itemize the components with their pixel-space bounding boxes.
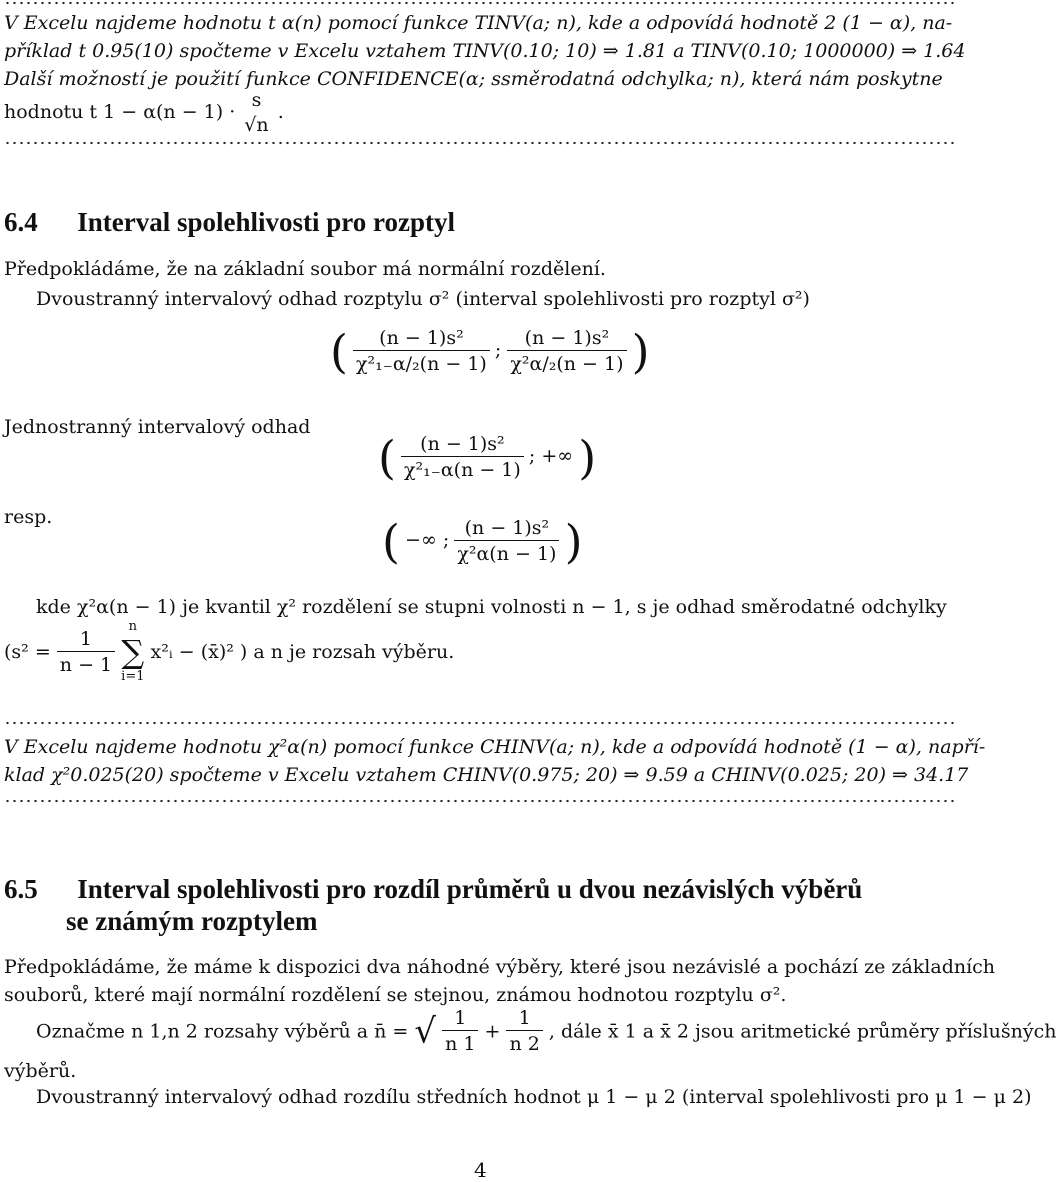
excel-note-t-line3: Další možností je použití funkce CONFIDENCE(α; ssměrodatná odchylka; n), která nám poskytne <box>4 68 943 90</box>
formula-one-sided-lower: ( −∞ ; $\frac{\text{(n − 1)s²}}{\text{χ²α(n − 1)}}$ ) <box>382 514 583 569</box>
section-6-5-p1-line1: Předpokládáme, že máme k dispozici dva náhodné výběry, které jsou nezávislé a pochází ze základních <box>4 956 996 978</box>
section-6-4-p1: Předpokládáme, že na základní soubor má normální rozdělení. <box>4 258 606 280</box>
formula-one-sided-upper: ( $\frac{\text{(n − 1)s²}}{\text{χ²₁₋α(n − 1)}}$ ; +∞ ) <box>378 430 597 485</box>
s-over-sqrt-n-fraction <box>241 88 271 138</box>
fraction-denominator: √n <box>244 114 269 136</box>
label-resp: resp. <box>4 506 53 528</box>
section-6-5-p2-line2: výběrů. <box>4 1060 77 1082</box>
sum-operator: n ∑ i=1 <box>121 619 145 684</box>
formula-one-sided-lower-head: −∞ ; <box>405 529 450 551</box>
where-fraction: $\frac{1}{n - 1}$ <box>57 627 115 678</box>
excel-note-t-line2: příklad t 0.95(10) spočteme v Excelu vztahem TINV(0.10; 10) ⇒ 1.81 a TINV(0.10; 1000000) ⇒ 1.64 <box>4 40 966 62</box>
formula-one-sided-lower-fraction: $\frac{\text{(n − 1)s²}}{\text{χ²α(n − 1)}}$ <box>454 516 559 567</box>
excel-note-chi-line2: klad χ²0.025(20) spočteme v Excelu vztahem CHINV(0.975; 20) ⇒ 9.59 a CHINV(0.025; 20) ⇒ 34.17 <box>4 764 969 786</box>
n1-fraction: $\frac{1}{n 1}$ <box>442 1006 478 1057</box>
excel-note-t-line4-suffix: . <box>277 101 284 123</box>
section-6-5-title-line1: Interval spolehlivosti pro rozdíl průměrů u dvou nezávislých výběrů <box>77 874 863 904</box>
section-6-5-title-line2: se známým rozptylem <box>66 906 318 936</box>
section-6-4-p2: Dvoustranný intervalový odhad rozptylu σ² (interval spolehlivosti pro rozptyl σ²) <box>36 288 810 310</box>
formula-one-sided-upper-tail: ; +∞ <box>528 445 574 467</box>
section-6-5-number: 6.5 <box>4 874 38 904</box>
where-line1: kde χ²α(n − 1) je kvantil χ² rozdělení se stupni volnosti n − 1, s je odhad směrodatné odchylky <box>36 596 947 618</box>
page-number: 4 <box>474 1158 487 1182</box>
n2-fraction: $\frac{1}{n 2}$ <box>506 1006 542 1057</box>
section-6-4-heading <box>4 205 455 239</box>
section-6-5-p2: Označme n 1,n 2 rozsahy výběrů a n̄ = √ $\frac{1}{n 1}$ + $\frac{1}{n 2}$ , dále x̄ 1 a x̄ 2 jsou aritmetické průměry příslušných <box>36 1007 1056 1055</box>
formula-one-sided-upper-fraction: $\frac{\text{(n − 1)s²}}{\text{χ²₁₋α(n − 1)}}$ <box>401 432 524 483</box>
fraction-numerator: s <box>251 89 262 111</box>
excel-note-chi-line1: V Excelu najdeme hodnotu χ²α(n) pomocí funkce CHINV(a; n), kde a odpovídá hodnotě (1 − α), napří- <box>4 736 986 758</box>
section-6-5-p3: Dvoustranný intervalový odhad rozdílu středních hodnot μ 1 − μ 2 (interval spolehlivosti pro μ 1 − μ 2) <box>36 1086 1032 1108</box>
formula-two-sided: ( $\frac{\text{(n − 1)s²}}{\text{χ²₁₋α/₂(n − 1)}}$ ; $\frac{\text{(n − 1)s²}}{\text{χ²α/₂(n − 1)}}$ ) <box>330 324 650 379</box>
excel-note-t-line1: V Excelu najdeme hodnotu t α(n) pomocí funkce TINV(a; n), kde a odpovídá hodnotě 2 (1 − α), na- <box>4 12 953 34</box>
dotted-rule-3 <box>4 720 954 726</box>
dotted-rule-4 <box>4 798 954 804</box>
label-one-sided: Jednostranný intervalový odhad <box>4 416 311 438</box>
formula-two-sided-left-fraction: $\frac{\text{(n − 1)s²}}{\text{χ²₁₋α/₂(n − 1)}}$ <box>353 326 490 377</box>
formula-two-sided-right-fraction: $\frac{\text{(n − 1)s²}}{\text{χ²α/₂(n − 1)}}$ <box>507 326 626 377</box>
dotted-rule-2 <box>4 140 954 146</box>
excel-note-t-line4 <box>4 88 284 138</box>
section-6-5-heading <box>4 872 862 906</box>
dotted-rule-top <box>4 0 954 6</box>
where-line2: (s² = $\frac{1}{n - 1}$ n ∑ i=1 x²ᵢ − (x̄)² ) a n je rozsah výběru. <box>4 619 455 684</box>
excel-note-t-line4-prefix: hodnotu t 1 − α(n − 1) · <box>4 101 236 123</box>
section-6-4-number: 6.4 <box>4 207 38 237</box>
section-6-5-p1-line2: souborů, které mají normální rozdělení se stejnou, známou hodnotou rozptylu σ². <box>4 984 787 1006</box>
section-6-4-title: Interval spolehlivosti pro rozptyl <box>77 207 456 237</box>
